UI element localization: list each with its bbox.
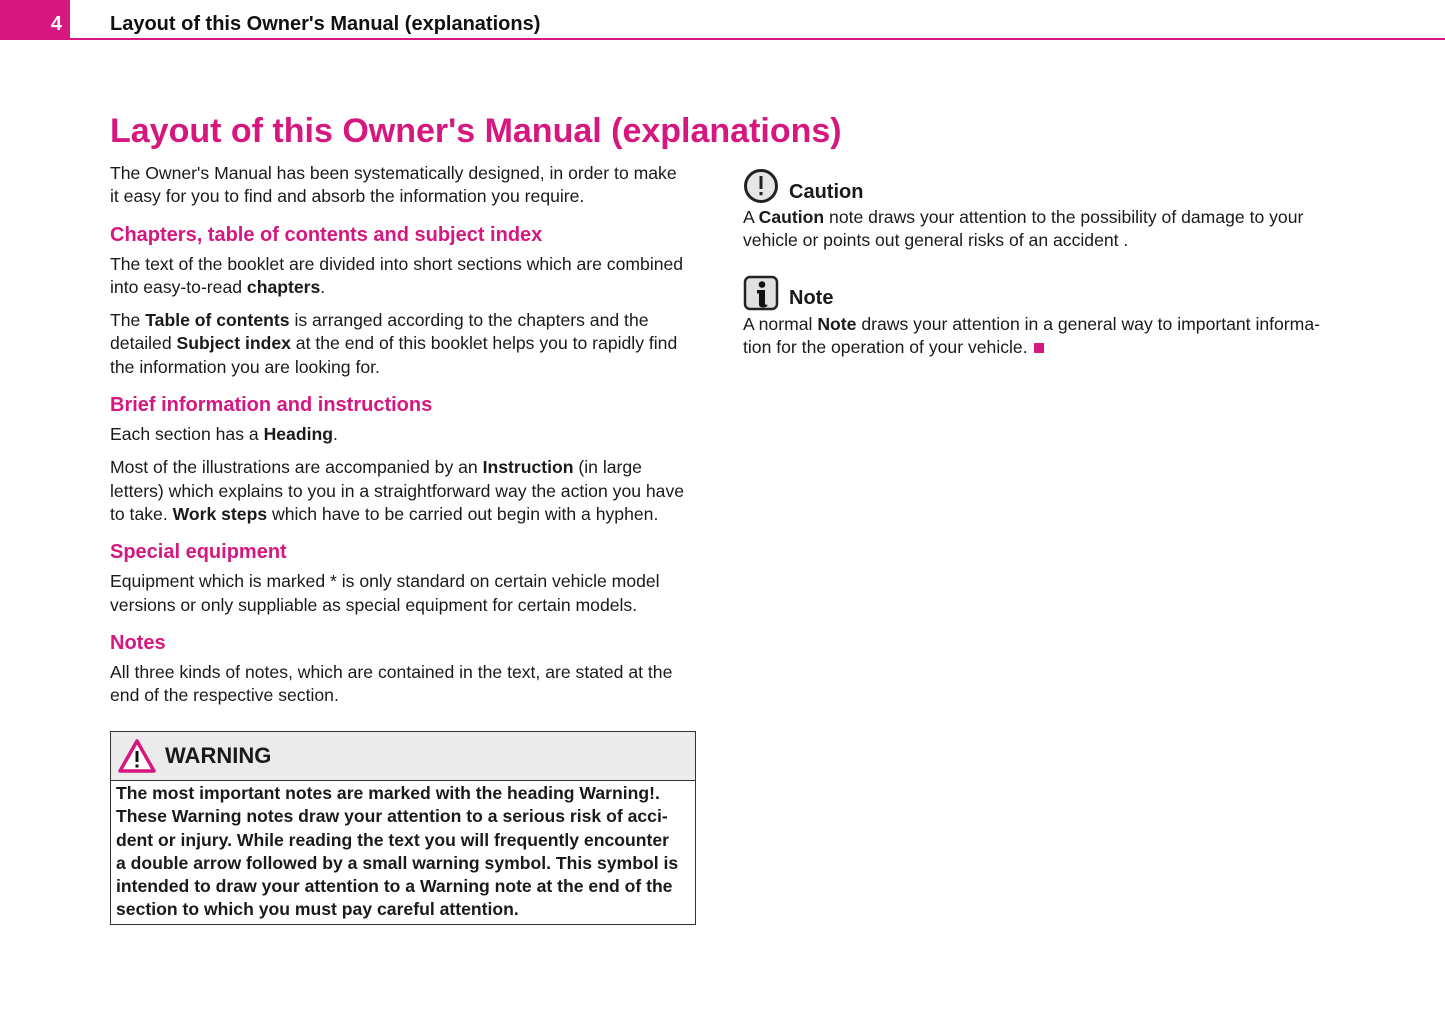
bold-term: chapters [246,276,321,297]
caution-heading: Caution [789,180,864,203]
warning-header [111,732,695,781]
text-run: A [743,207,759,227]
text-run: detailed [110,333,177,354]
warning-line: intended to draw your attention to a Warning note at the end of the [116,876,673,897]
text-run: note draws your attention to the possibility of damage to your [824,207,1304,227]
bold-term: Table of contents [145,310,290,331]
caution-text [743,206,1343,253]
text-run: Most of the illustrations are accompanied by an [110,457,483,478]
text-run: end of the respective section. [110,685,339,706]
paragraph [110,661,700,708]
warning-line: dent or injury. While reading the text you will frequently encounter [116,829,669,850]
page-number: 4 [0,0,70,40]
note-heading: Note [789,287,834,310]
section-heading: Chapters, table of contents and subject index [110,223,543,246]
text-run: tion for the operation of your vehicle. [743,336,1028,357]
text-run: draws your attention in a general way to important informa- [856,313,1320,334]
text-run: is arranged according to the chapters and the [289,310,649,331]
warning-triangle-icon [117,738,157,774]
section-heading: Brief information and instructions [110,394,433,417]
paragraph [110,162,700,209]
exclamation-circle-icon [743,168,779,204]
text-run: it easy for you to find and absorb the information you require. [110,186,585,207]
text-run: to take. [110,503,173,524]
bold-term: Caution [758,207,825,227]
text-run: The text of the booklet are divided into short sections which are combined [110,253,684,274]
text-run: The [110,310,146,331]
text-run: vehicle or points out general risks of an accident . [743,230,1129,251]
bold-term: Note [817,313,857,334]
text-run: the information you are looking for. [110,356,380,377]
caution-section [743,168,1343,253]
warning-heading: WARNING [165,743,272,768]
left-column [110,162,700,717]
info-icon [743,275,779,311]
section-end-marker [1034,343,1044,353]
text-run: (in large [573,457,642,478]
text-run: letters) which explains to you in a straightforward way the action you have [110,480,685,501]
text-run: A normal [743,313,818,334]
text-run: versions or only suppliable as special equipment for certain models. [110,594,638,615]
page-title: Layout of this Owner's Manual (explanations) [110,112,842,150]
text-run: . [332,424,338,445]
note-text [743,313,1343,360]
warning-line: a double arrow followed by a small warning symbol. This symbol is [116,852,679,873]
text-run: The Owner's Manual has been systematically designed, in order to make [110,163,677,183]
running-header: Layout of this Owner's Manual (explanations) [110,13,541,35]
bold-term: Instruction [482,457,574,478]
warning-line: section to which you must pay careful attention. [116,899,519,920]
paragraph [110,456,700,526]
section-heading: Special equipment [110,541,287,564]
warning-text [111,781,695,924]
paragraph [110,570,700,617]
warning-line: These Warning notes draw your attention to a serious risk of acci- [116,806,668,827]
text-run: which have to be carried out begin with a hyphen. [267,503,659,524]
paragraph [110,309,700,379]
text-run: Each section has a [110,424,264,445]
warning-line: The most important notes are marked with the heading Warning!. [116,783,660,803]
text-run: at the end of this booklet helps you to rapidly find [290,333,678,354]
right-column [743,168,1343,381]
bold-term: Subject index [176,333,291,354]
text-run: into easy-to-read [110,276,247,297]
note-section [743,275,1343,360]
bold-term: Heading [263,424,333,445]
text-run: . [320,276,326,297]
header-rule [70,38,1445,40]
paragraph [110,253,700,300]
section-heading: Notes [110,631,166,654]
text-run: Equipment which is marked * is only standard on certain vehicle model [110,571,660,592]
bold-term: Work steps [172,503,268,524]
warning-box [110,731,696,925]
paragraph [110,423,700,446]
text-run: All three kinds of notes, which are contained in the text, are stated at the [110,661,673,682]
